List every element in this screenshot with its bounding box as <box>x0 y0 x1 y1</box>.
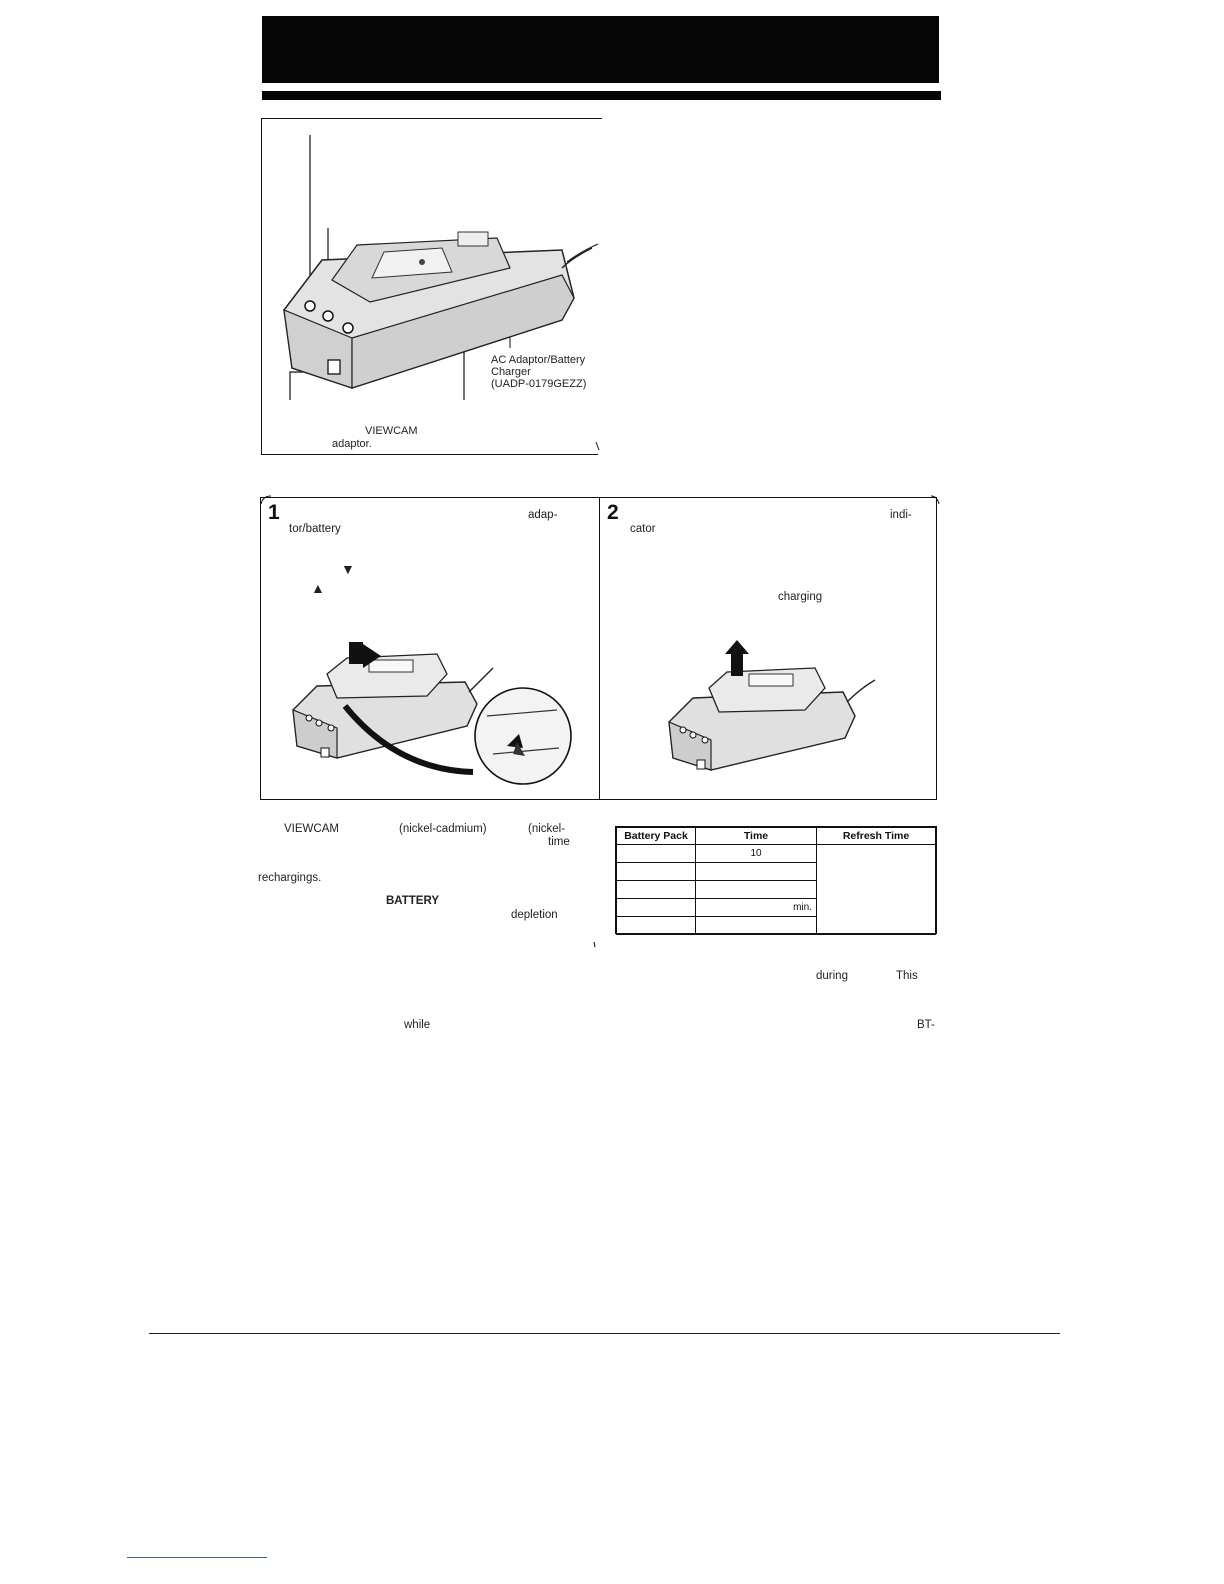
steps-divider <box>599 497 600 800</box>
table-cell <box>617 899 696 917</box>
device-label-line-1: AC Adaptor/Battery <box>491 354 586 366</box>
body-nicad: (nickel-cadmium) <box>399 823 487 835</box>
table-header-time: Time <box>696 828 817 845</box>
header-rule <box>262 91 941 100</box>
body-mark <box>592 941 598 949</box>
body-bt: BT- <box>917 1019 935 1031</box>
steps-box-corners <box>255 492 945 506</box>
header-band <box>262 16 939 83</box>
table-cell <box>696 863 817 881</box>
body-nickel: (nickel- <box>528 823 566 835</box>
step-2-text-b: cator <box>630 523 656 535</box>
arrow-down-glyph: ▼ <box>341 561 355 577</box>
step-1-text-a: adap- <box>528 509 558 521</box>
table-header-battery-pack: Battery Pack <box>617 828 696 845</box>
body-depletion: depletion <box>511 909 558 921</box>
table-cell <box>617 881 696 899</box>
figure-frame-top <box>261 118 602 119</box>
charger-illustration <box>262 120 602 454</box>
arrow-up-glyph: ▲ <box>311 580 325 596</box>
table-cell-refresh <box>817 845 936 935</box>
step-2-number: 2 <box>607 501 619 524</box>
caption-viewcam: VIEWCAM <box>365 425 418 437</box>
device-label-line-3: (UADP-0179GEZZ) <box>491 378 587 390</box>
table-cell <box>696 881 817 899</box>
body-battery: BATTERY <box>386 895 440 907</box>
table-header-refresh-time: Refresh Time <box>817 828 936 845</box>
step-1-illustration <box>287 630 587 798</box>
step-2-text-c: charging <box>778 591 823 603</box>
table-cell <box>617 863 696 881</box>
refresh-table <box>615 826 937 934</box>
body-while: while <box>404 1019 431 1031</box>
table-row <box>617 845 936 863</box>
step-2-illustration <box>665 640 880 780</box>
table-header-row <box>617 828 936 845</box>
step-1-number: 1 <box>268 501 280 524</box>
table-cell: 10 <box>696 845 817 863</box>
step-2-text-a: indi- <box>890 509 912 521</box>
table-cell <box>617 845 696 863</box>
body-viewcam: VIEWCAM <box>284 823 339 835</box>
table-cell: min. <box>696 899 817 917</box>
table-cell <box>617 917 696 935</box>
body-time: time <box>548 836 570 848</box>
body-this: This <box>896 970 918 982</box>
footer-rule <box>149 1333 1060 1334</box>
body-during: during <box>816 970 848 982</box>
device-label-line-2: Charger <box>491 366 531 378</box>
step-1-text-b: tor/battery <box>289 523 341 535</box>
caption-adaptor: adaptor. <box>332 438 372 450</box>
footnote-rule <box>127 1557 267 1558</box>
table-cell <box>696 917 817 935</box>
figure-frame-bottom <box>261 454 598 455</box>
body-rechargings: rechargings. <box>258 872 322 884</box>
